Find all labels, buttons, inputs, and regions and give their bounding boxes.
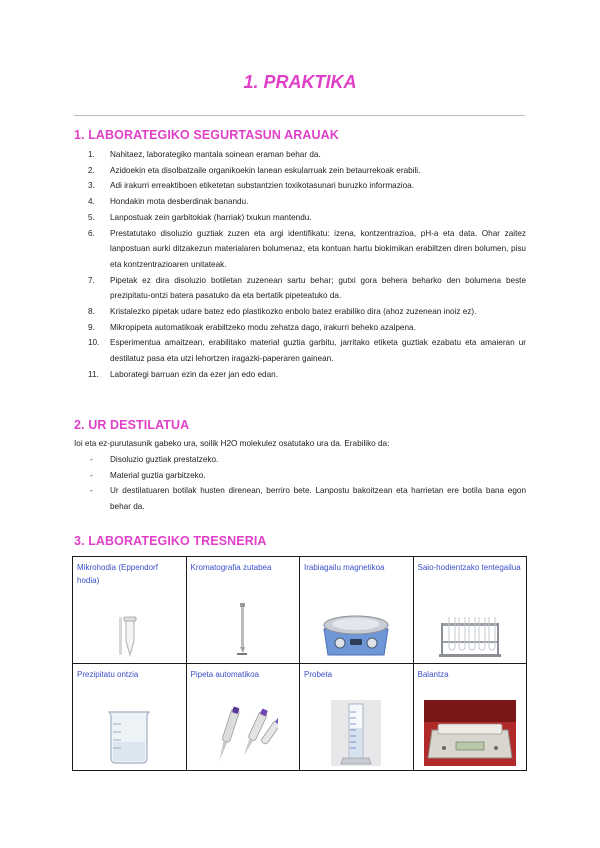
list-item: 9. Mikropipeta automatikoak erabiltzeko modu zehatza dago, irakurri beheko azalpena. [88,322,416,332]
list-item: 6. Prestatutako disoluzio guztiak zuzen eta argi identifikatu: izena, kontzentrazioa, pH-a eta data. Ohar zaitez lanpostuan aurki ditzakezun materialaren bolumenaz, eta kontuan hartu biokimikan erabiltzen diren bolumen, pisu eta kontzentrazioaren unitateak. [88,228,526,269]
section-2-heading: 2. UR DESTILATUA [74,418,190,432]
test-tube-rack-icon [414,611,527,659]
list-item: - Ur destilatuaren botilak husten direnean, berriro bete. Lanpostu bakoitzean eta harrietan ere botila bana egon behar da. [90,486,526,512]
equipment-label: Kromatografia zutabea [190,563,272,572]
balance-icon [414,700,527,766]
magnetic-stirrer-icon [300,601,413,659]
list-item: 5. Lanpostuak zein garbitokiak (harriak) txukun mantendu. [88,212,312,222]
page-title: 1. PRAKTIKA [243,72,357,92]
equipment-label: Probeta [304,670,333,679]
equipment-cell [300,557,414,664]
section-1-heading: 1. LABORATEGIKO SEGURTASUN ARAUAK [74,128,339,142]
list-item: - Disoluzio guztiak prestatzeko. [90,455,219,464]
equipment-label: Balantza [417,670,449,679]
safety-rules-list [74,147,526,383]
equipment-cell [300,664,414,771]
list-item: 3. Adi irakurri erreaktiboen etiketetan substantzien toxikotasunari buruzko informazioa. [88,181,415,191]
list-item: 8. Kristalezko pipetak udare batez edo plastikozko enbolo batez erabiliko dira (ahoz zuzenean inoiz ez). [88,307,477,317]
automatic-pipette-icon [187,704,300,766]
equipment-cell [73,557,187,664]
list-item: 4. Hondakin mota desberdinak banandu. [88,197,249,207]
list-item: - Material guztia garbitzeko. [90,470,206,480]
lab-equipment-table [72,556,527,771]
title-divider [74,115,525,116]
equipment-label: Pipeta automatikoa [190,670,259,679]
distilled-water-list [74,452,526,515]
equipment-cell [413,664,527,771]
equipment-label: Prezipitatu ontzia [77,670,139,679]
equipment-cell [413,557,527,664]
beaker-icon [73,706,186,766]
eppendorf-tube-icon [73,615,186,659]
chromatography-column-icon [187,601,300,659]
graduated-cylinder-icon [300,700,413,766]
equipment-label: Saio-hodientzako tentegailua [417,563,521,572]
section-2-intro: Ioi eta ez-purutasunik gabeko ura, soilik H2O molekulez osatutako ura da. Erabiliko da: [74,439,390,448]
list-item: 11. Laborategi barruan ezin da ezer jan edo edan. [88,369,278,379]
equipment-cell [186,557,300,664]
list-item: 2. Azidoekin eta disolbatzaile organikoekin lanean eskularruak zein betaurrekoak erabili. [88,165,421,175]
equipment-cell [73,664,187,771]
equipment-label: Irabiagailu magnetikoa [304,563,385,572]
equipment-cell [186,664,300,771]
equipment-label: Mikrohodia (Eppendorf hodia) [77,563,158,585]
list-item: 7. Pipetak ez dira disoluzio botiletan zuzenean sartu behar; gutxi gora behera beharko den bolumena beste prezipitatu-ontzi batera pasatuko da eta bertatik pipeteatuko da. [88,275,526,301]
list-item: 10. Esperimentua amaitzean, erabilitako material guztia garbitu, jarritako etiketa guztiak ezabatu eta amaieran ur destilatuz pasa eta utzi lehortzen iragazki-paperaren gainean. [88,338,526,364]
section-3-heading: 3. LABORATEGIKO TRESNERIA [74,534,267,548]
list-item: 1. Nahitaez, laborategiko mantala soinean eraman behar da. [88,150,321,159]
